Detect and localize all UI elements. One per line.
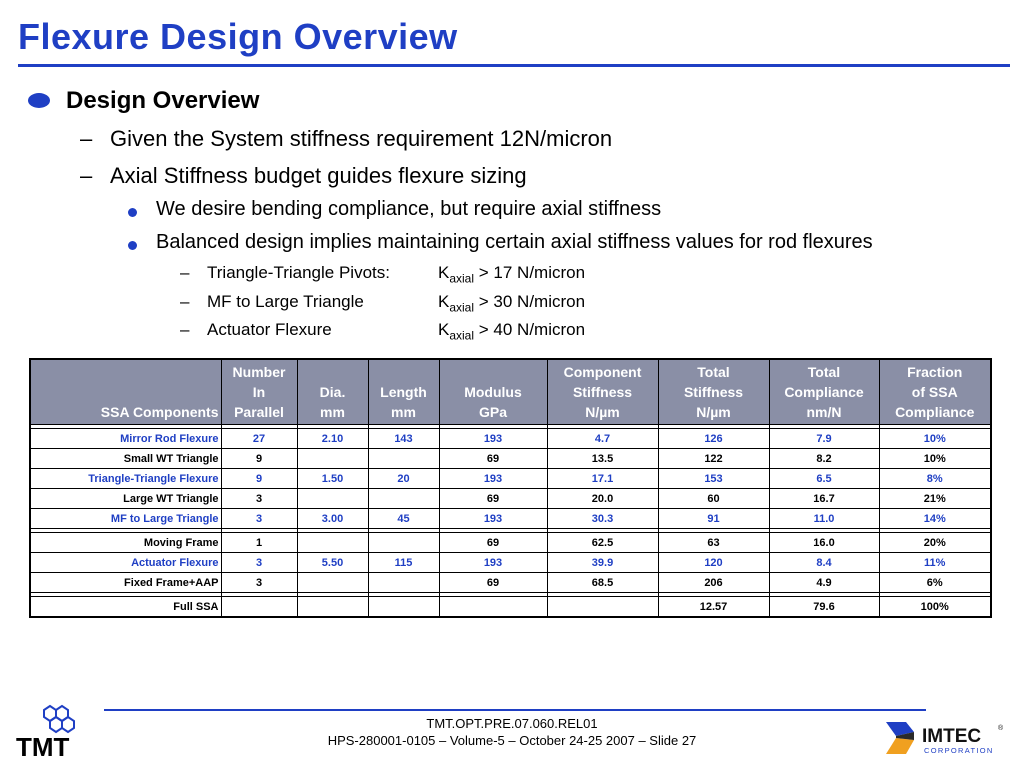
bullet-text: We desire bending compliance, but require axial stiffness <box>156 198 662 220</box>
pivot-value: $K_{axial} > 30$ N/micron <box>438 292 586 315</box>
table-cell: 8.2 <box>769 449 879 469</box>
table-cell <box>297 533 368 553</box>
table-cell: 153 <box>658 469 769 489</box>
table-cell: 193 <box>439 429 547 449</box>
table-cell: 115 <box>368 553 439 573</box>
table-row <box>30 597 991 618</box>
component-name-cell: Large WT Triangle <box>30 489 221 509</box>
table-cell: 20.0 <box>547 489 658 509</box>
footer-divider <box>104 709 926 711</box>
table-row <box>30 469 991 489</box>
table-cell: 7.9 <box>769 429 879 449</box>
table-cell: 62.5 <box>547 533 658 553</box>
table-cell: 69 <box>439 489 547 509</box>
component-name-cell: MF to Large Triangle <box>30 509 221 529</box>
table-cell <box>368 449 439 469</box>
svg-text:IMTEC: IMTEC <box>922 726 982 747</box>
table-cell: 8% <box>879 469 991 489</box>
table-cell: 69 <box>439 533 547 553</box>
table-cell: 27 <box>221 429 297 449</box>
tmt-logo <box>14 702 86 760</box>
component-name-cell: Small WT Triangle <box>30 449 221 469</box>
column-header: Total Compliance nm/N <box>769 359 879 425</box>
component-name-cell: Mirror Rod Flexure <box>30 429 221 449</box>
pivot-label: MF to Large Triangle <box>207 292 364 311</box>
bullet-icon <box>28 93 50 108</box>
pivot-value: $K_{axial} > 17$ N/micron <box>438 263 586 286</box>
footer-slide-info: HPS-280001-0105 – Volume-5 – October 24-25 2007 – Slide 27 <box>327 733 697 748</box>
table-cell: 6% <box>879 573 991 593</box>
table-cell: 14% <box>879 509 991 529</box>
table-cell: 120 <box>658 553 769 573</box>
table-cell: 20% <box>879 533 991 553</box>
bullet-text: Design Overview <box>66 87 260 114</box>
pivot-label: Triangle-Triangle Pivots: <box>207 263 390 282</box>
table-row <box>30 509 991 529</box>
slide-title: Flexure Design Overview <box>18 16 458 57</box>
table-row <box>30 449 991 469</box>
table-cell: 3 <box>221 509 297 529</box>
column-header: Dia. mm <box>297 359 368 425</box>
table-cell: 11% <box>879 553 991 573</box>
table-row <box>30 533 991 553</box>
table-cell: 16.0 <box>769 533 879 553</box>
dash-icon: – <box>180 292 190 311</box>
bullet-icon <box>128 241 137 250</box>
component-name-cell: Moving Frame <box>30 533 221 553</box>
imtec-logo <box>884 718 1006 758</box>
table-cell: 3 <box>221 553 297 573</box>
component-name-cell: Fixed Frame+AAP <box>30 573 221 593</box>
table-cell: 8.4 <box>769 553 879 573</box>
svg-text:CORPORATION: CORPORATION <box>924 746 994 755</box>
pivot-label: Actuator Flexure <box>207 320 332 339</box>
table-cell: 39.9 <box>547 553 658 573</box>
table-cell: 30.3 <box>547 509 658 529</box>
table-cell: 3.00 <box>297 509 368 529</box>
component-name-cell: Triangle-Triangle Flexure <box>30 469 221 489</box>
pivot-requirement <box>180 292 620 314</box>
table-cell: 100% <box>879 597 991 618</box>
table-cell: 1.50 <box>297 469 368 489</box>
component-name-cell: Full SSA <box>30 597 221 618</box>
table-cell: 10% <box>879 429 991 449</box>
table-cell: 2.10 <box>297 429 368 449</box>
table-cell: 69 <box>439 449 547 469</box>
column-header: Length mm <box>368 359 439 425</box>
table-cell: 91 <box>658 509 769 529</box>
bullet-level3 <box>128 198 928 224</box>
pivot-value: $K_{axial} > 40$ N/micron <box>438 320 586 343</box>
table-cell: 6.5 <box>769 469 879 489</box>
column-header: Fraction of SSA Compliance <box>879 359 991 425</box>
dash-icon: – <box>180 263 190 282</box>
table-cell: 60 <box>658 489 769 509</box>
ssa-components-table <box>29 358 992 618</box>
table-cell <box>368 597 439 618</box>
table-cell: 10% <box>879 449 991 469</box>
table-cell: 193 <box>439 553 547 573</box>
table-cell: 69 <box>439 573 547 593</box>
table-cell: 17.1 <box>547 469 658 489</box>
table-cell: 9 <box>221 469 297 489</box>
table-cell: 143 <box>368 429 439 449</box>
bullet-level3 <box>128 231 988 257</box>
table-cell <box>368 573 439 593</box>
table-cell: 193 <box>439 469 547 489</box>
table-cell <box>221 597 297 618</box>
table-cell: 5.50 <box>297 553 368 573</box>
table-cell: 21% <box>879 489 991 509</box>
dash-icon: – <box>180 320 190 339</box>
table-cell: 193 <box>439 509 547 529</box>
table-cell: 20 <box>368 469 439 489</box>
column-header: Total Stiffness N/µm <box>658 359 769 425</box>
dash-icon: – <box>80 126 93 151</box>
table-cell <box>297 597 368 618</box>
table-cell: 9 <box>221 449 297 469</box>
bullet-icon <box>128 208 137 217</box>
table-cell: 12.57 <box>658 597 769 618</box>
table-cell: 1 <box>221 533 297 553</box>
footer-doc-id: TMT.OPT.PRE.07.060.REL01 <box>426 716 598 731</box>
dash-icon: – <box>80 163 93 188</box>
table-row <box>30 429 991 449</box>
table-cell: 3 <box>221 573 297 593</box>
table-cell: 3 <box>221 489 297 509</box>
svg-text:®: ® <box>998 725 1004 732</box>
bullet-level2 <box>80 126 612 152</box>
table-cell: 13.5 <box>547 449 658 469</box>
column-header: Modulus GPa <box>439 359 547 425</box>
table-row <box>30 573 991 593</box>
table-row <box>30 489 991 509</box>
table-cell: 63 <box>658 533 769 553</box>
table-cell: 4.9 <box>769 573 879 593</box>
table-cell: 79.6 <box>769 597 879 618</box>
component-name-cell: Actuator Flexure <box>30 553 221 573</box>
table-cell: 68.5 <box>547 573 658 593</box>
pivot-requirement <box>180 320 620 342</box>
table-row <box>30 553 991 573</box>
pivot-requirement <box>180 263 620 285</box>
bullet-text: Balanced design implies maintaining certain axial stiffness values for rod flexures <box>156 231 873 253</box>
table-cell: 4.7 <box>547 429 658 449</box>
table-cell: 11.0 <box>769 509 879 529</box>
column-header: SSA Components <box>30 359 221 425</box>
table-cell <box>297 449 368 469</box>
svg-text:TMT: TMT <box>16 732 70 760</box>
table-header-row <box>30 359 991 425</box>
table-cell: 126 <box>658 429 769 449</box>
bullet-text: Given the System stiffness requirement 12N/micron <box>110 126 613 151</box>
bullet-level2 <box>80 163 527 189</box>
table-cell <box>439 597 547 618</box>
table-cell: 206 <box>658 573 769 593</box>
table-cell: 45 <box>368 509 439 529</box>
bullet-text: Axial Stiffness budget guides flexure sizing <box>110 163 527 188</box>
table-cell <box>368 489 439 509</box>
table-cell <box>297 489 368 509</box>
table-cell: 122 <box>658 449 769 469</box>
table-cell: 16.7 <box>769 489 879 509</box>
title-divider <box>18 64 1010 67</box>
table-cell <box>547 597 658 618</box>
column-header: Component Stiffness N/µm <box>547 359 658 425</box>
table-cell <box>297 573 368 593</box>
table-cell <box>368 533 439 553</box>
column-header: Number In Parallel <box>221 359 297 425</box>
bullet-level1 <box>28 87 428 117</box>
